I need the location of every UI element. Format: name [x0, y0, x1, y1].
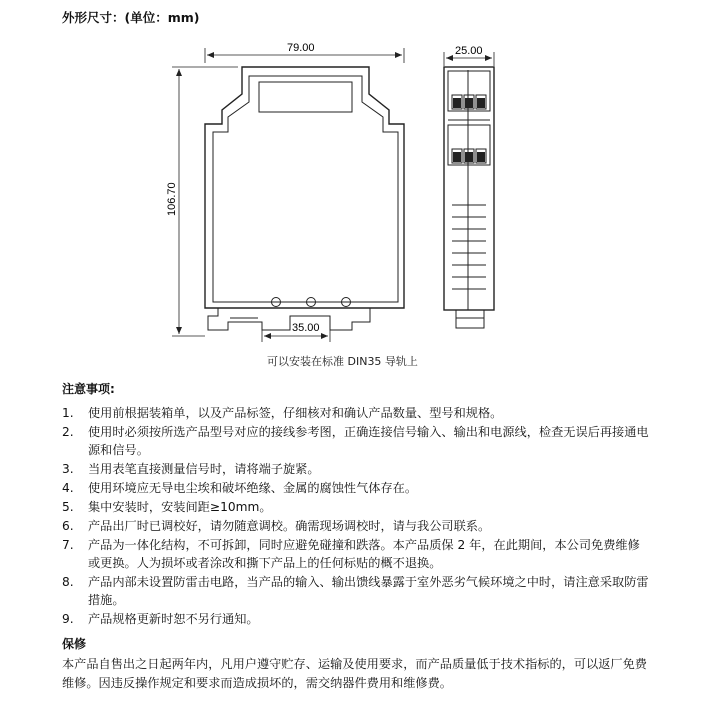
list-item-number: 7. [62, 538, 74, 552]
list-item [62, 573, 650, 609]
list-item [62, 498, 650, 516]
list-item-number: 6. [62, 519, 74, 533]
warranty-title: 保修 [62, 637, 87, 651]
drawing-caption: 可以安装在标准 DIN35 导轨上 [267, 355, 418, 368]
list-item [62, 404, 650, 422]
list-item [62, 479, 650, 497]
notes-list [62, 404, 650, 629]
list-item-text: 使用环境应无导电尘埃和破坏绝缘、金属的腐蚀性气体存在。 [88, 481, 418, 495]
list-item [62, 517, 650, 535]
list-item-number: 1. [62, 406, 74, 420]
list-item-text: 使用时必须按所选产品型号对应的接线参考图，正确连接信号输入、输出和电源线，检查无误后再接通电源和信号。 [88, 425, 649, 457]
list-item-number: 9. [62, 612, 74, 626]
list-item-text: 产品规格更新时恕不另行通知。 [88, 612, 259, 626]
list-item [62, 460, 650, 478]
height-dim-label: 106.70 [166, 182, 178, 216]
warranty-text: 本产品自售出之日起两年内，凡用户遵守贮存、运输及使用要求，而产品质量低于技术指标的，可以返厂免费维修。因违反操作规定和要求而造成损坏的，需交纳器件费用和维修费。 [62, 657, 647, 690]
list-item-text: 当用表笔直接测量信号时，请将端子旋紧。 [88, 462, 320, 476]
list-item [62, 536, 650, 572]
list-item-number: 3. [62, 462, 74, 476]
list-item-number: 2. [62, 425, 74, 439]
page-title: 外形尺寸：(单位：mm) [62, 10, 200, 25]
list-item [62, 423, 650, 459]
list-item-number: 5. [62, 500, 74, 514]
rail-dim-label: 35.00 [292, 322, 320, 334]
list-item-text: 集中安装时，安装间距≥10mm。 [88, 500, 272, 514]
list-item-number: 8. [62, 575, 74, 589]
front-view [205, 67, 404, 330]
notes-title: 注意事项: [62, 382, 115, 396]
list-item-text: 使用前根据装箱单，以及产品标签，仔细核对和确认产品数量、型号和规格。 [88, 406, 503, 420]
width-dim-label: 79.00 [287, 42, 315, 54]
side-width-dim-label: 25.00 [455, 45, 483, 57]
list-item-number: 4. [62, 481, 74, 495]
list-item [62, 610, 650, 628]
list-item-text: 产品内部未设置防雷击电路，当产品的输入、输出馈线暴露于室外恶劣气候环境之中时，请注意采取防雷措施。 [88, 575, 649, 607]
list-item-text: 产品出厂时已调校好，请勿随意调校。确需现场调校时，请与我公司联系。 [88, 519, 491, 533]
list-item-text: 产品为一体化结构，不可拆卸，同时应避免碰撞和跌落。本产品质保 2 年，在此期间，本公司免费维修或更换。人为损坏或者涂改和撕下产品上的任何标贴的概不退换。 [88, 538, 640, 570]
